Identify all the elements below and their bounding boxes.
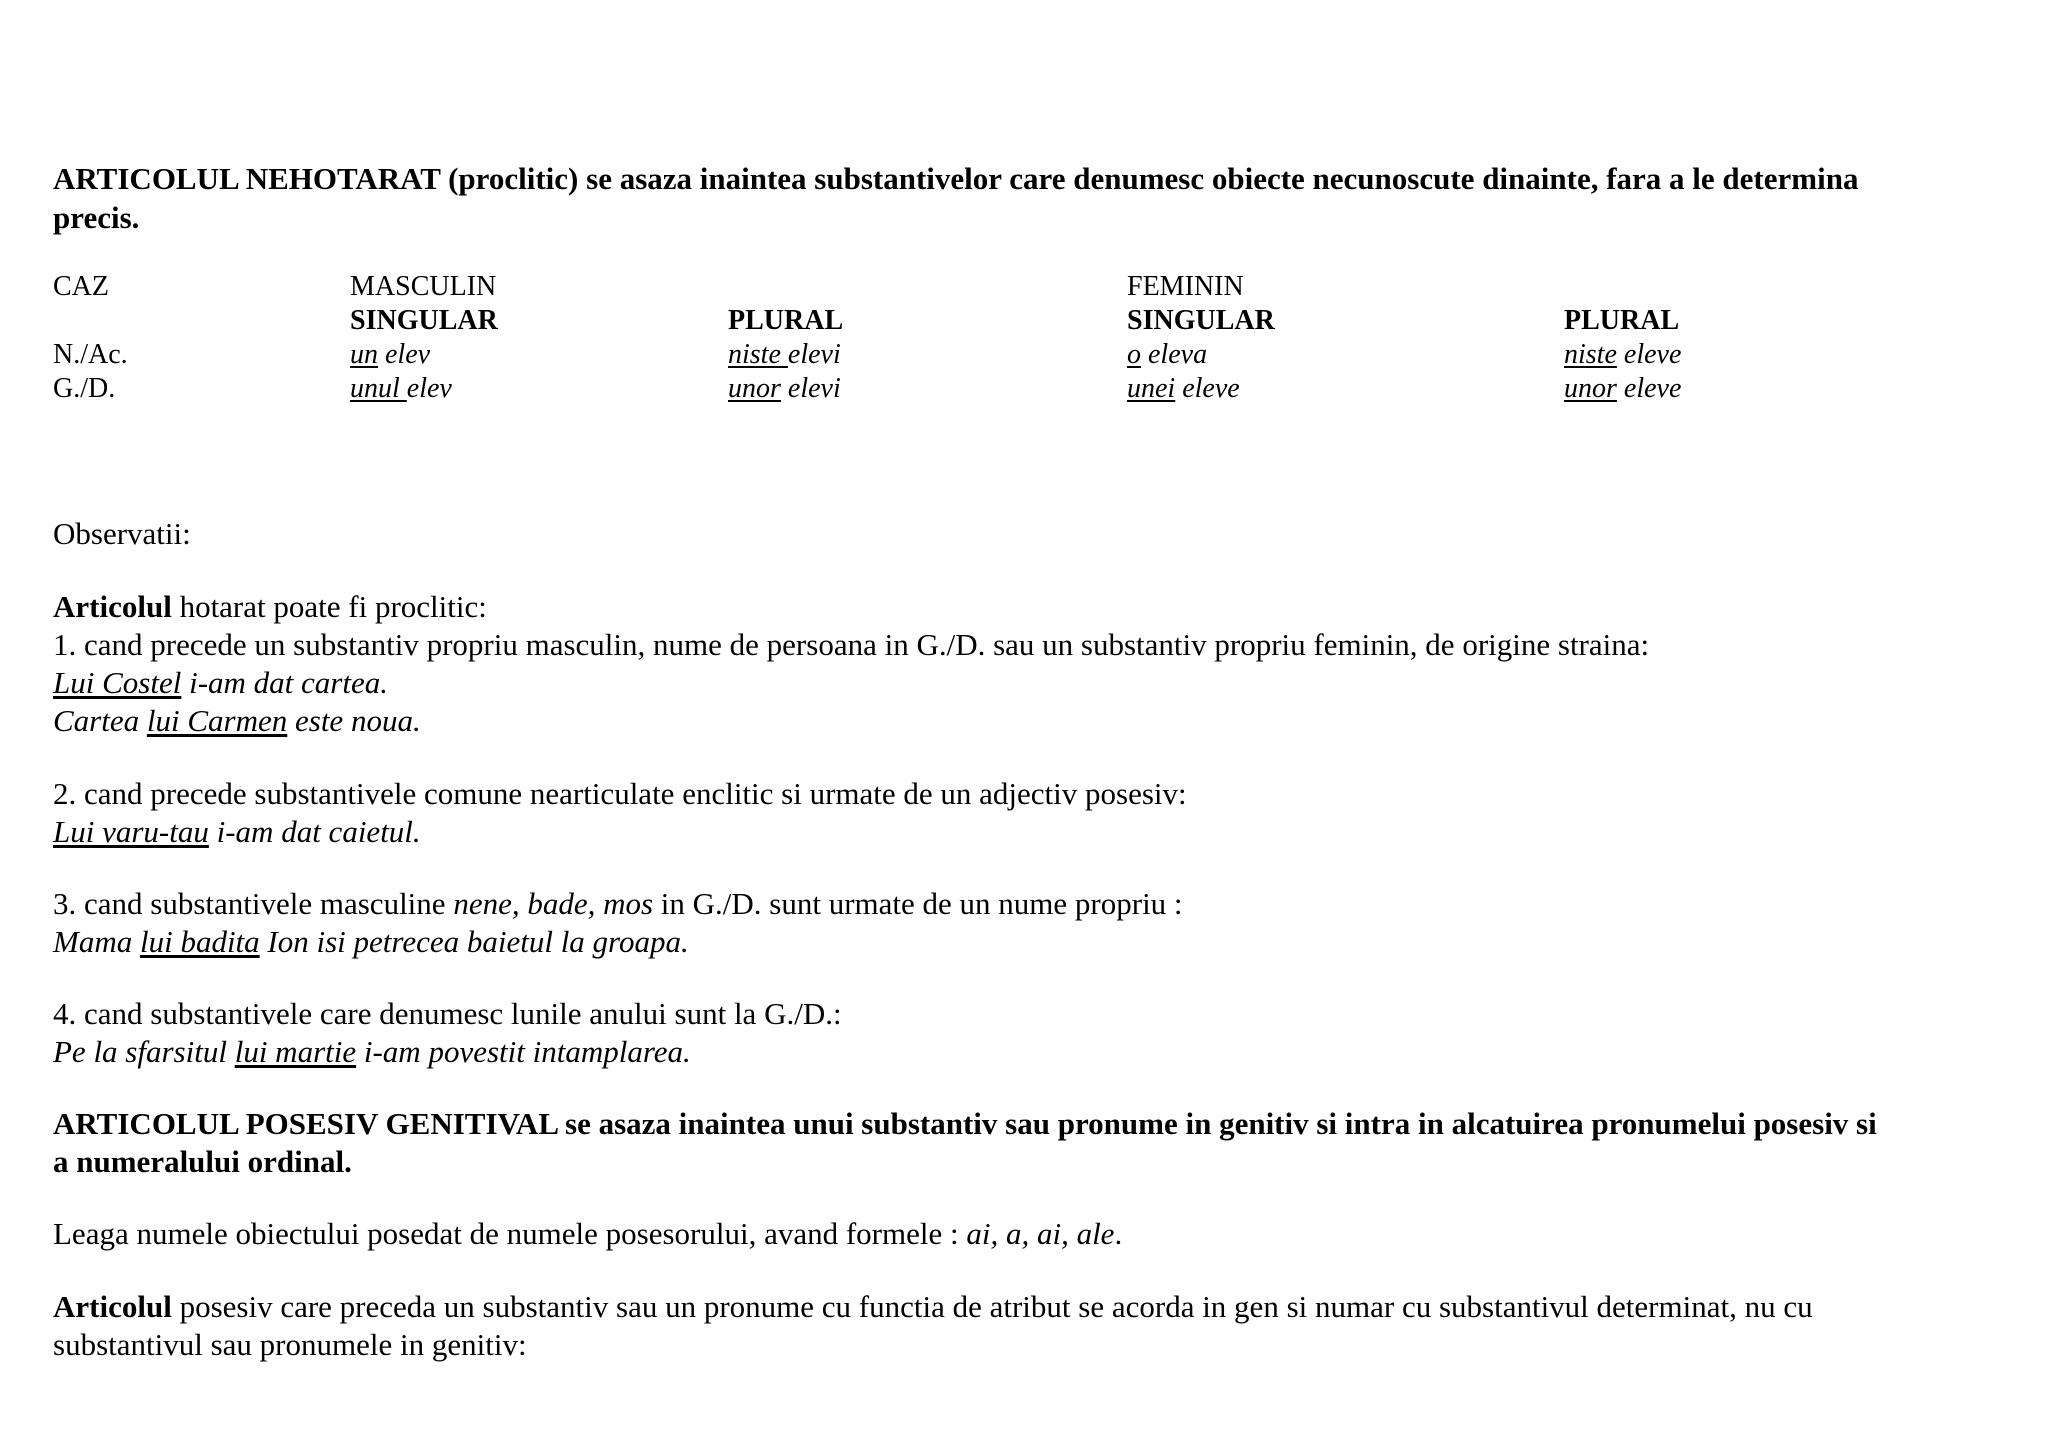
- table-header-m-plural: PLURAL: [728, 305, 844, 336]
- rule-1-text: 1. cand precede un substantiv propriu masculin, nume de persoana in G./D. sau un substantiv propriu feminin, de origine straina:: [53, 627, 1650, 662]
- heading-posesiv-line1: ARTICOLUL POSESIV GENITIVAL se asaza inaintea unui substantiv sau pronume in genitiv si intra in alcatuirea pronumelui posesiv si: [53, 1106, 1877, 1141]
- rule-2-text: 2. cand precede substantivele comune nearticulate enclitic si urmate de un adjectiv posesiv:: [53, 776, 1187, 811]
- rule-3-text: 3. cand substantivele masculine nene, bade, mos in G./D. sunt urmate de un nume propriu :: [53, 886, 1183, 921]
- table-header-m-singular: SINGULAR: [350, 305, 498, 336]
- proclitic-intro: Articolul hotarat poate fi proclitic:: [53, 589, 487, 624]
- table-header-f-singular: SINGULAR: [1127, 305, 1275, 336]
- heading-nehotarat-line1: [53, 160, 1858, 198]
- table-cell-f-sg-gd: unei eleve: [1127, 373, 1240, 404]
- table-cell-f-sg-nac: o eleva: [1127, 339, 1208, 370]
- table-cell-f-pl-gd: unor eleve: [1564, 373, 1682, 404]
- table-cell-m-sg-gd: unul elev: [350, 373, 452, 404]
- table-case-gd: G./D.: [53, 373, 116, 404]
- leaga-paragraph: Leaga numele obiectului posedat de numele posesorului, avand formele : ai, a, ai, ale.: [53, 1216, 1123, 1251]
- heading-posesiv-line2: a numeralului ordinal.: [53, 1144, 352, 1179]
- table-header-caz: CAZ: [53, 271, 109, 302]
- rule-1-example-2: Cartea lui Carmen este noua.: [53, 703, 421, 738]
- table-header-f-plural: PLURAL: [1564, 305, 1680, 336]
- posesiv-paragraph-line2: substantivul sau pronumele in genitiv:: [53, 1327, 527, 1362]
- heading-nehotarat-title: ARTICOLUL NEHOTARAT: [53, 161, 441, 196]
- heading-nehotarat-line2: precis.: [53, 200, 140, 235]
- rule-4-example: Pe la sfarsitul lui martie i-am povestit intamplarea.: [53, 1034, 691, 1069]
- table-cell-m-pl-nac: niste elevi: [728, 339, 841, 370]
- table-header-masculin: MASCULIN: [350, 271, 497, 302]
- table-cell-m-sg-nac: un elev: [350, 339, 431, 370]
- rule-1-example-1: Lui Costel i-am dat cartea.: [53, 665, 388, 700]
- table-header-feminin: FEMININ: [1127, 271, 1244, 302]
- rule-4-text: 4. cand substantivele care denumesc lunile anului sunt la G./D.:: [53, 996, 842, 1031]
- heading-nehotarat-text: (proclitic) se asaza inaintea substantivelor care denumesc obiecte necunoscute dinainte, fara a le determina: [440, 161, 1859, 196]
- table-cell-f-pl-nac: niste eleve: [1564, 339, 1682, 370]
- rule-3-example: Mama lui badita Ion isi petrecea baietul la groapa.: [53, 924, 689, 959]
- rule-2-example: Lui varu-tau i-am dat caietul.: [53, 814, 421, 849]
- table-case-nac: N./Ac.: [53, 339, 128, 370]
- posesiv-paragraph-line1: Articolul posesiv care preceda un substantiv sau un pronume cu functia de atribut se acorda in gen si numar cu substantivul determinat, nu cu: [53, 1289, 1813, 1324]
- table-cell-m-pl-gd: unor elevi: [728, 373, 841, 404]
- observatii-label: Observatii:: [53, 516, 191, 551]
